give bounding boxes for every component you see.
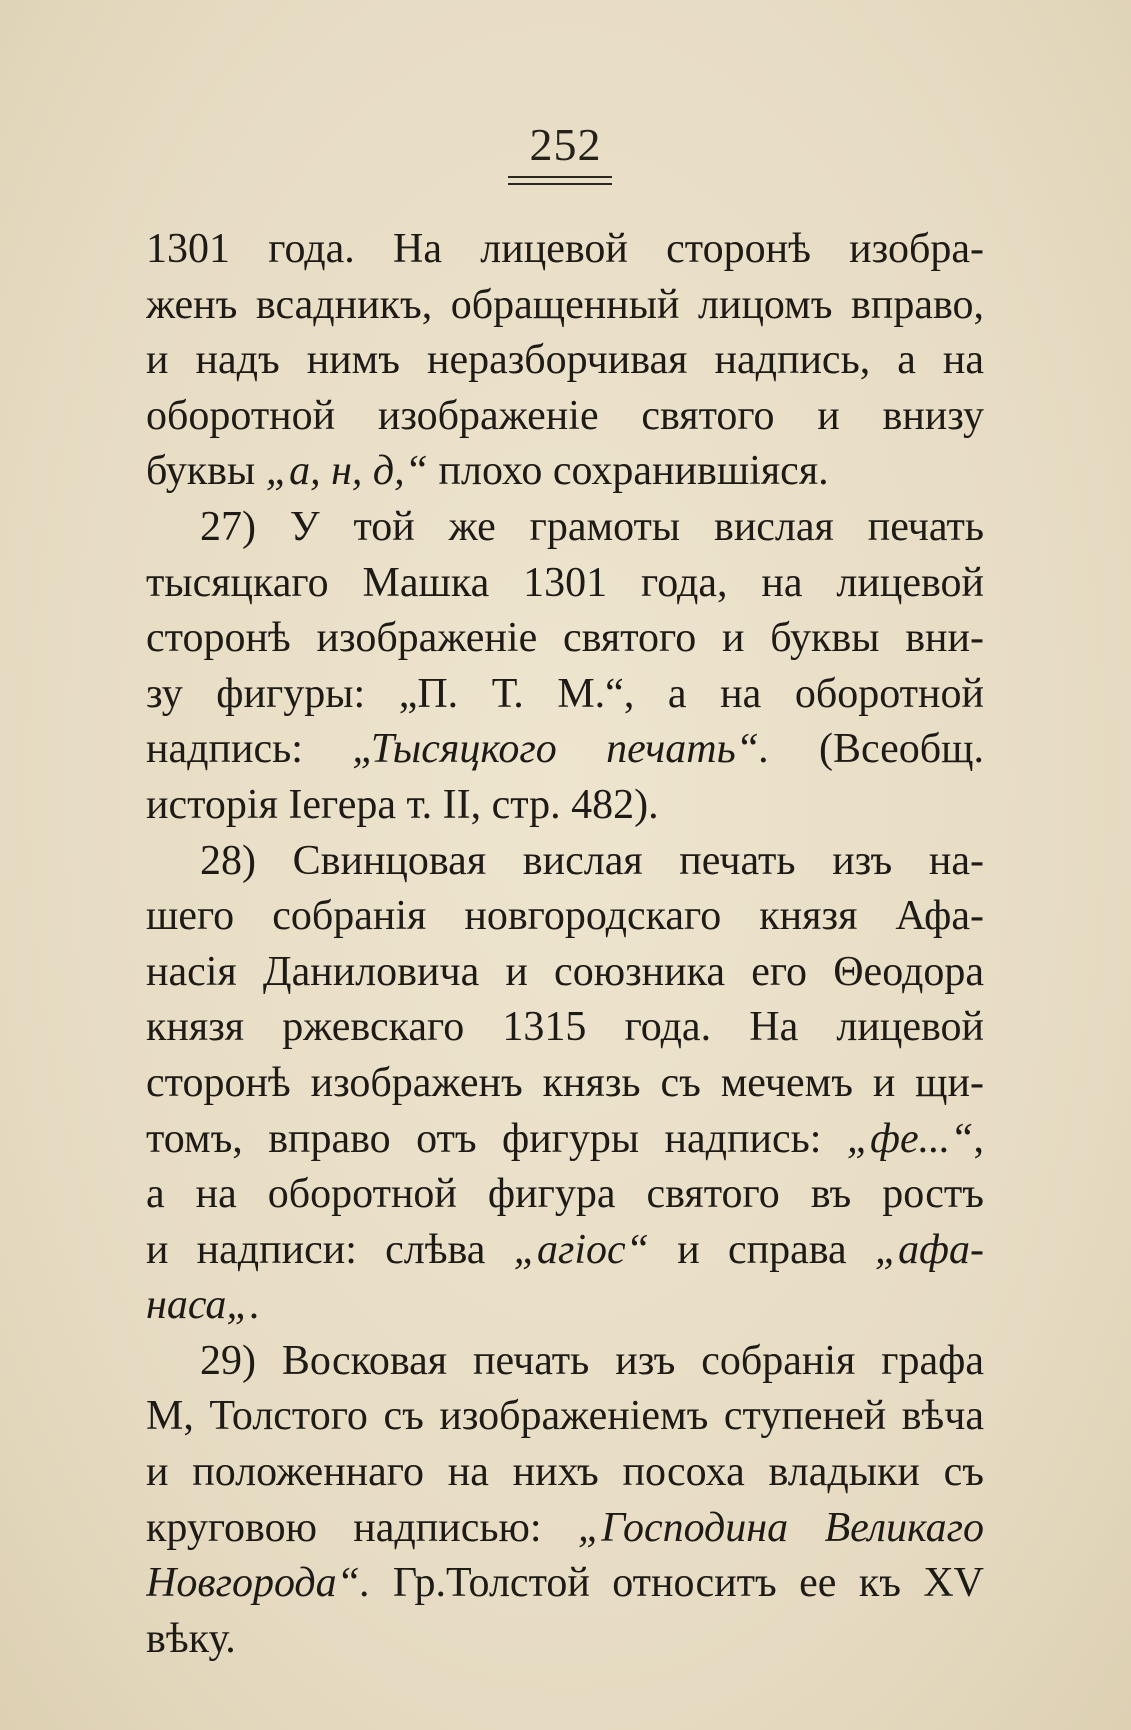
text-span: сторонѣ изображенъ князь съ мечемъ и щи-: [146, 1059, 984, 1106]
body-text: [146, 222, 984, 1667]
text-span: ,: [973, 1115, 984, 1162]
text-span: женъ всадникъ, обращенный лицомъ вправо,: [146, 281, 984, 328]
text-span: и положеннаго на нихъ посоха владыки съ: [146, 1449, 984, 1496]
text-span: а на оборотной фигура святого въ ростъ: [146, 1171, 984, 1218]
text-span: (Всеобщ.: [769, 726, 984, 773]
text-line: [146, 333, 984, 389]
text-line: [146, 778, 984, 834]
italic-quote: „фе...“: [846, 1115, 974, 1162]
text-line: [146, 278, 984, 334]
text-line: [146, 722, 984, 778]
italic-quote: Новгорода“.: [146, 1560, 371, 1607]
italic-quote: „Господина Великаго: [577, 1504, 984, 1551]
text-line: [146, 1223, 984, 1279]
text-span: и надписи: слѣва: [146, 1226, 514, 1273]
italic-quote: „Тысяцкого печать“.: [352, 726, 770, 773]
text-line: [146, 889, 984, 945]
text-line: [146, 1612, 984, 1668]
text-span: М, Толстого съ изображеніемъ ступеней вѣча: [146, 1393, 984, 1440]
italic-quote: наса„.: [146, 1282, 261, 1329]
header-rule-bottom: [508, 183, 612, 185]
text-span: зу фигуры: „П. Т. М.“, а на оборотной: [146, 670, 984, 717]
text-line: [146, 1056, 984, 1112]
italic-quote: „агіос“: [513, 1226, 650, 1273]
text-span: томъ, вправо отъ фигуры надпись:: [146, 1115, 847, 1162]
text-span: буквы: [146, 448, 266, 495]
text-line: [146, 1278, 984, 1334]
text-span: Гр.Толстой относитъ ее къ XV: [370, 1560, 984, 1607]
text-line: [146, 667, 984, 723]
italic-quote: „а, н, д,“: [265, 448, 429, 495]
text-span: и справа: [649, 1226, 875, 1273]
text-line: [146, 1556, 984, 1612]
text-line: [146, 389, 984, 445]
text-line: [146, 1112, 984, 1168]
text-span: круговою надписью:: [146, 1504, 578, 1551]
text-line: [146, 1445, 984, 1501]
text-span: исторія Іегера т. II, стр. 482).: [146, 781, 659, 828]
text-span: 1301 года. На лицевой сторонѣ изобра-: [146, 226, 984, 272]
text-line: [146, 222, 984, 278]
text-line: [146, 500, 984, 556]
text-line: [146, 1000, 984, 1056]
text-line: [146, 1334, 984, 1390]
text-line: [146, 834, 984, 890]
header-rule-top: [508, 176, 612, 178]
text-span: плохо сохранившіяся.: [428, 448, 829, 495]
text-span: оборотной изображеніе святого и внизу: [146, 392, 984, 439]
text-span: 28) Свинцовая вислая печать изъ на-: [200, 837, 984, 884]
text-line: [146, 611, 984, 667]
text-line: [146, 444, 984, 500]
text-line: [146, 945, 984, 1001]
text-line: [146, 1167, 984, 1223]
italic-quote: „афа-: [874, 1226, 984, 1273]
text-span: насія Даниловича и союзника его Θеодора: [146, 948, 984, 995]
text-span: и надъ нимъ неразборчивая надпись, а на: [146, 337, 984, 384]
text-span: 27) У той же грамоты вислая печать: [200, 503, 984, 550]
text-line: [146, 1501, 984, 1557]
text-span: 29) Восковая печать изъ собранія графа: [200, 1337, 984, 1384]
text-span: надпись:: [146, 726, 353, 773]
text-line: [146, 556, 984, 612]
text-span: князя ржевскаго 1315 года. На лицевой: [146, 1004, 984, 1051]
text-span: вѣку.: [146, 1615, 236, 1662]
page-number: 252: [529, 119, 602, 170]
text-span: шего собранія новгородскаго князя Афа-: [146, 893, 984, 940]
text-span: сторонѣ изображеніе святого и буквы вни-: [146, 615, 984, 662]
text-line: [146, 1389, 984, 1445]
text-span: тысяцкаго Машка 1301 года, на лицевой: [146, 559, 984, 606]
